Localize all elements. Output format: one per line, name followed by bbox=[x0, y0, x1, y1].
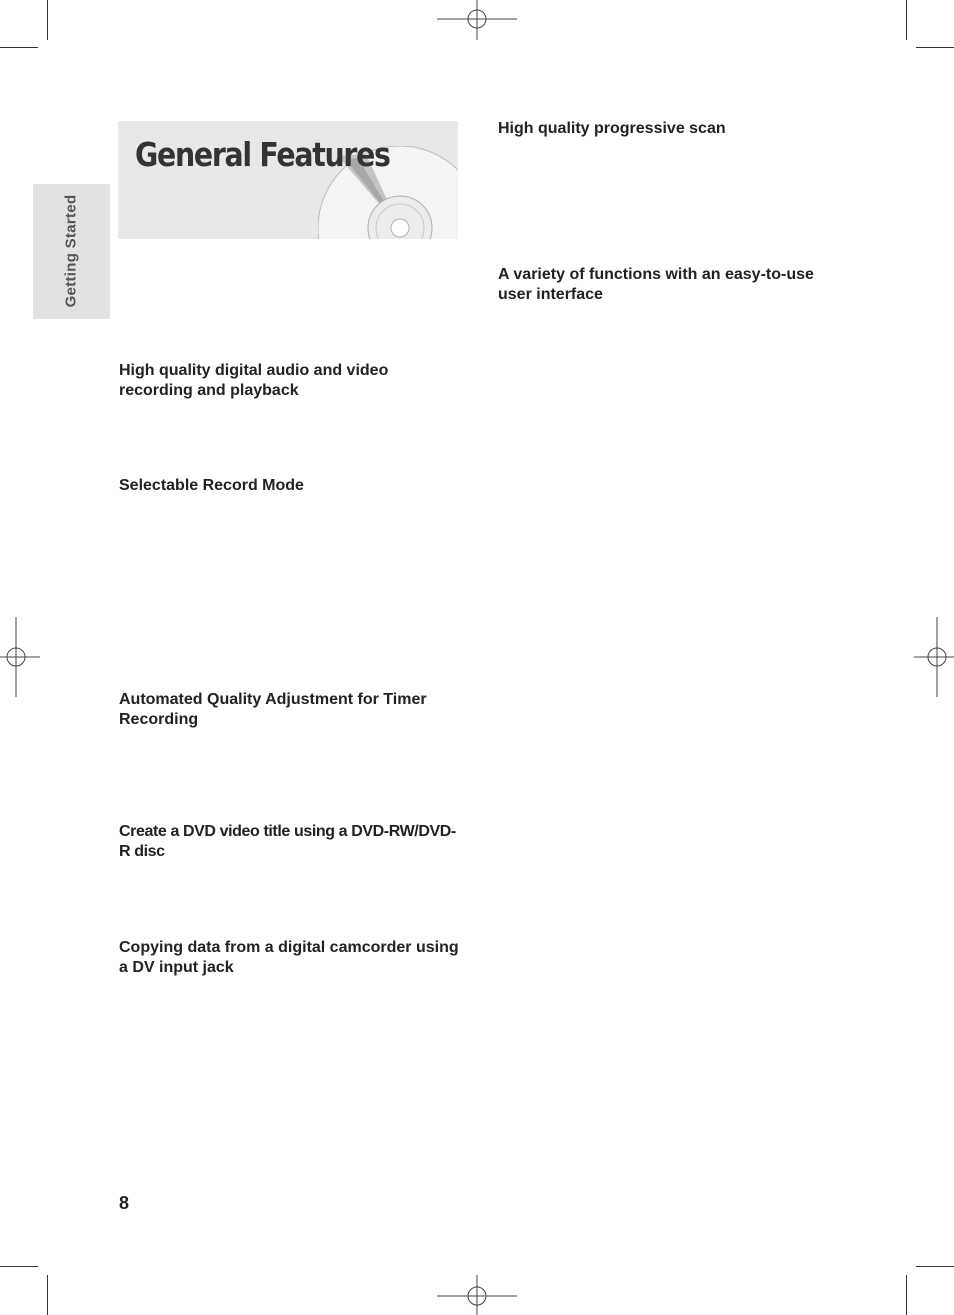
page-number: 8 bbox=[119, 1193, 130, 1213]
feature-heading-interface: A variety of functions with an easy-to-use user interface bbox=[498, 266, 814, 303]
crop-mark bbox=[916, 1266, 954, 1267]
feature-heading-recording: High quality digital audio and video recording and playback bbox=[119, 362, 389, 399]
crop-mark bbox=[906, 0, 907, 40]
registration-mark-icon bbox=[437, 1275, 517, 1315]
feature-heading-record-mode: Selectable Record Mode bbox=[119, 477, 304, 494]
crop-mark bbox=[47, 0, 48, 40]
page-title: General Features bbox=[135, 135, 390, 174]
crop-mark bbox=[47, 1275, 48, 1315]
feature-heading-dv-input: Copying data from a digital camcorder using a DV input jack bbox=[119, 939, 459, 976]
crop-mark bbox=[0, 1266, 38, 1267]
feature-heading-timer-quality: Automated Quality Adjustment for Timer Recording bbox=[119, 691, 427, 728]
side-tab-label: Getting Started bbox=[62, 194, 80, 308]
registration-mark-icon bbox=[437, 0, 517, 40]
crop-mark bbox=[0, 47, 38, 48]
crop-mark bbox=[916, 47, 954, 48]
section-header bbox=[118, 121, 458, 239]
registration-mark-icon bbox=[0, 617, 40, 697]
crop-mark bbox=[906, 1275, 907, 1315]
feature-heading-dvd-title: Create a DVD video title using a DVD-RW/DVD-R disc bbox=[119, 823, 456, 860]
feature-heading-progressive-scan: High quality progressive scan bbox=[498, 120, 726, 137]
registration-mark-icon bbox=[914, 617, 954, 697]
side-tab bbox=[33, 184, 110, 319]
